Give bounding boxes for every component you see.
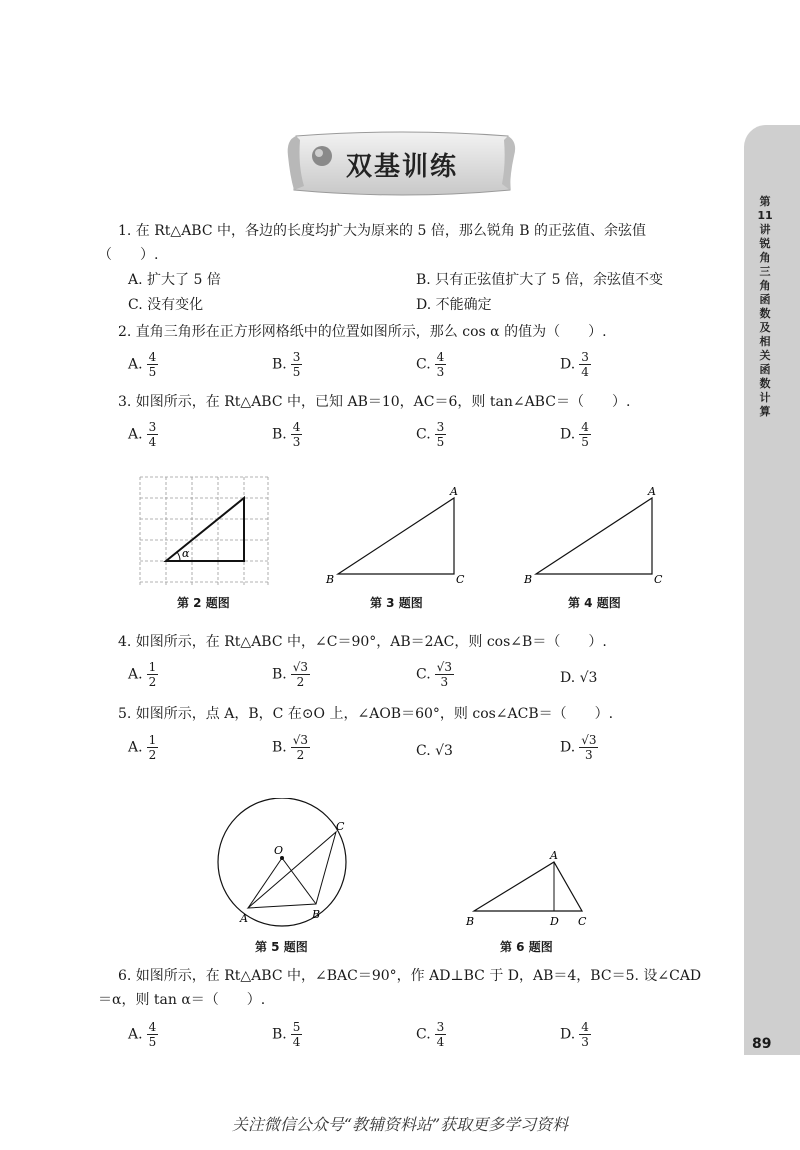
figure-4-triangle	[520, 484, 670, 588]
q5-option-d: D. $\frac{√3}{3}$	[560, 733, 597, 762]
q4-option-d-value: √3	[579, 670, 598, 686]
q2-text: 2. 直角三角形在正方形网格纸中的位置如图所示，那么 cos α 的值为（ ）.	[118, 324, 607, 340]
q5-option-d-fraction: $\frac{√3}{3}$	[581, 733, 597, 762]
q6-option-b: B. $\frac{5}{4}$	[272, 1020, 301, 1049]
section-title: 双基训练	[346, 152, 459, 182]
figure-2-caption: 第 2 题图	[177, 596, 230, 610]
q1-option-c: C. 没有变化	[128, 297, 204, 313]
footer-note: 关注微信公众号“教辅资料站”获取更多学习资料	[231, 1115, 569, 1134]
q1-text-line1: 1. 在 Rt△ABC 中，各边的长度均扩大为原来的 5 倍，那么锐角 B 的正弦值、余弦值	[118, 223, 647, 239]
q1-text-line2: （ ）.	[98, 247, 159, 263]
q6-option-c: C. $\frac{3}{4}$	[416, 1020, 445, 1049]
q3-option-a: A. $\frac{3}{4}$	[128, 420, 157, 449]
fig5-label-o: O	[274, 844, 284, 857]
q2-option-d: D. $\frac{3}{4}$	[560, 350, 589, 379]
q5-option-b: B. $\frac{√3}{2}$	[272, 733, 309, 762]
q6-option-d: D. $\frac{4}{3}$	[560, 1020, 589, 1049]
q3-option-d-fraction: $\frac{4}{5}$	[581, 420, 589, 449]
q3-option-d: D. $\frac{4}{5}$	[560, 420, 589, 449]
q1-option-d: D. 不能确定	[416, 297, 492, 313]
q5-text: 5. 如图所示，点 A，B，C 在⊙O 上，∠AOB＝60°，则 cos∠ACB＝（ ）.	[118, 706, 614, 722]
q6-option-d-fraction: $\frac{4}{3}$	[581, 1020, 589, 1049]
fig5-label-b: B	[312, 908, 321, 921]
fig6-label-a: A	[550, 849, 558, 862]
q5-option-c: C. √3	[416, 743, 453, 759]
fig2-alpha-label: α	[182, 547, 190, 560]
q3-option-b: B. $\frac{4}{3}$	[272, 420, 301, 449]
q3-text: 3. 如图所示，在 Rt△ABC 中，已知 AB＝10，AC＝6，则 tan∠ABC＝（ ）.	[118, 394, 631, 410]
q5-option-b-fraction: $\frac{√3}{2}$	[292, 733, 309, 762]
fig4-label-a: A	[648, 485, 656, 498]
q4-option-a: A. $\frac{1}{2}$	[128, 660, 157, 689]
q6-text-line2: ＝α，则 tan α＝（ ）.	[98, 992, 266, 1008]
fig6-label-c: C	[578, 915, 587, 928]
q2-option-d-fraction: $\frac{3}{4}$	[581, 350, 589, 379]
fig6-label-d: D	[550, 915, 559, 928]
q2-option-c-fraction: $\frac{4}{3}$	[436, 350, 445, 379]
q5-option-a: A. $\frac{1}{2}$	[128, 733, 157, 762]
q6-option-b-fraction: $\frac{5}{4}$	[292, 1020, 301, 1049]
fig3-label-a: A	[450, 485, 458, 498]
figure-4-caption: 第 4 题图	[568, 596, 621, 610]
chapter-sidebar-text: 第11讲 锐角三角函数及相关函数计算	[757, 195, 773, 418]
q4-option-b: B. $\frac{√3}{2}$	[272, 660, 309, 689]
q4-option-b-fraction: $\frac{√3}{2}$	[292, 660, 309, 689]
q3-option-a-fraction: $\frac{3}{4}$	[148, 420, 157, 449]
fig3-label-c: C	[456, 573, 465, 586]
q3-option-c-fraction: $\frac{3}{5}$	[436, 420, 445, 449]
fig5-label-a: A	[240, 912, 248, 925]
q6-text-line1: 6. 如图所示，在 Rt△ABC 中，∠BAC＝90°，作 AD⊥BC 于 D，AB＝4，BC＝5. 设∠CAD	[118, 968, 702, 984]
figure-3-triangle	[322, 484, 472, 588]
q6-option-a: A. $\frac{4}{5}$	[128, 1020, 157, 1049]
q4-text: 4. 如图所示，在 Rt△ABC 中，∠C＝90°，AB＝2AC，则 cos∠B＝（ ）.	[118, 634, 607, 650]
q1-option-a: A. 扩大了 5 倍	[128, 272, 221, 288]
figure-2-grid-triangle	[138, 474, 270, 586]
page-number: 89	[752, 1036, 772, 1052]
fig4-label-c: C	[654, 573, 663, 586]
q4-option-c-fraction: $\frac{√3}{3}$	[436, 660, 452, 689]
q3-option-c: C. $\frac{3}{5}$	[416, 420, 445, 449]
q1-option-b: B. 只有正弦值扩大了 5 倍，余弦值不变	[416, 272, 663, 288]
figure-6-triangle	[462, 848, 602, 928]
q2-option-c: C. $\frac{4}{3}$	[416, 350, 445, 379]
q2-option-a-fraction: $\frac{4}{5}$	[148, 350, 157, 379]
q2-option-b-fraction: $\frac{3}{5}$	[292, 350, 301, 379]
fig3-label-b: B	[326, 573, 335, 586]
figure-5-caption: 第 5 题图	[255, 940, 308, 954]
q4-option-c: C. $\frac{√3}{3}$	[416, 660, 452, 689]
q6-option-c-fraction: $\frac{3}{4}$	[436, 1020, 445, 1049]
q5-option-a-fraction: $\frac{1}{2}$	[148, 733, 157, 762]
q5-option-c-value: √3	[435, 743, 453, 759]
figure-5-circle	[212, 798, 360, 930]
fig6-label-b: B	[466, 915, 475, 928]
figure-3-caption: 第 3 题图	[370, 596, 423, 610]
fig5-label-c: C	[336, 820, 345, 833]
q2-option-a: A. $\frac{4}{5}$	[128, 350, 157, 379]
q6-option-a-fraction: $\frac{4}{5}$	[148, 1020, 157, 1049]
fig4-label-b: B	[524, 573, 533, 586]
q4-option-d: D. √3	[560, 670, 598, 686]
q3-option-b-fraction: $\frac{4}{3}$	[292, 420, 301, 449]
q4-option-a-fraction: $\frac{1}{2}$	[148, 660, 157, 689]
figure-6-caption: 第 6 题图	[500, 940, 553, 954]
q2-option-b: B. $\frac{3}{5}$	[272, 350, 301, 379]
